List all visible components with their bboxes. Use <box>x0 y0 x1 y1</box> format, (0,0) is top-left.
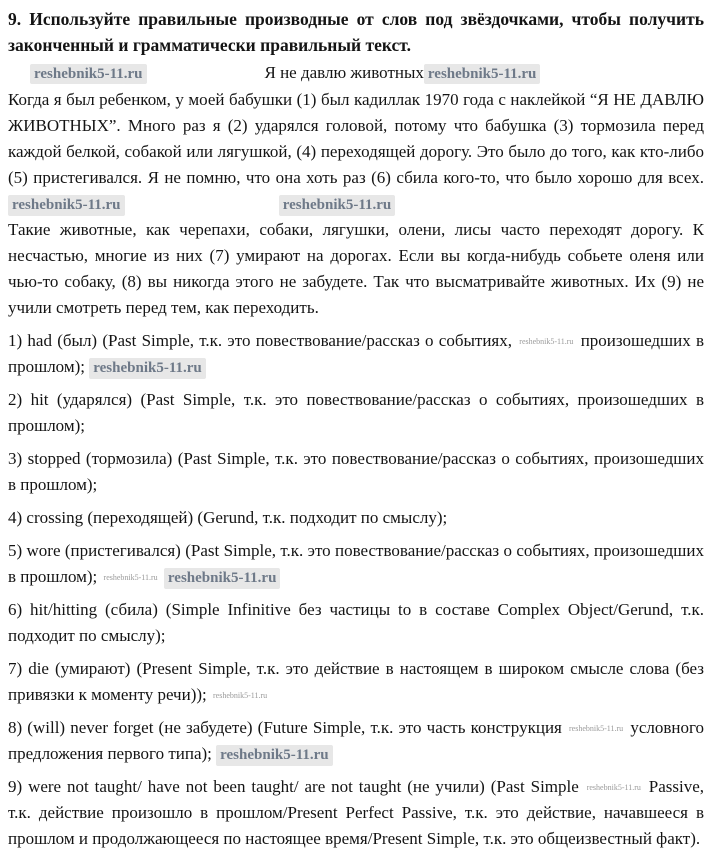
answer-1-text: 1) had (был) (Past Simple, т.к. это повествование/рассказ о событиях, <box>8 330 513 350</box>
answer-item-2 <box>8 387 704 439</box>
answer-9-text: 9) were not taught/ have not been taught/ are not taught (не учили) (Past Simple <box>8 776 579 796</box>
answer-3-text: 3) stopped (тормозила) (Past Simple, т.к. это повествование/рассказ о событиях, произошедших в прошлом); <box>8 448 704 494</box>
story-paragraph-1 <box>8 87 704 217</box>
answer-1-text-continued: произошедших в прошлом); <box>8 330 705 376</box>
watermark: reshebnik5-11.ru <box>424 64 541 85</box>
exercise-heading: 9. Используйте правильные производные от слов под звёздочками, чтобы получить законченный и грамматически правильный текст. <box>8 9 704 56</box>
answer-5-text: 5) wore (пристегивался) (Past Simple, т.к. это повествование/рассказ о событиях, произошедших в прошлом); <box>8 540 704 586</box>
answer-6-text: 6) hit/hitting (сбила) (Simple Infinitive без частицы to в составе Complex Object/Gerund, т.к. подходит по смыслу); <box>8 599 704 645</box>
answer-item-9 <box>8 774 704 852</box>
answer-9-text-continued: Passive, т.к. действие произошло в прошлом/Present Perfect Passive, т.к. это действие, начавшееся в прошлом и продолжающееся по настоящее время/Present Simple, т.к. это общеизвестный факт). <box>8 776 705 848</box>
answer-item-4 <box>8 505 704 531</box>
answer-item-6 <box>8 597 704 649</box>
story-paragraph-2 <box>8 217 704 321</box>
answer-item-5 <box>8 538 704 590</box>
answer-7-text: 7) die (умирают) (Present Simple, т.к. это действие в настоящем в широком смысле слова (без привязки к моменту речи)); <box>8 658 704 704</box>
answer-item-7 <box>8 656 704 708</box>
intro-line <box>8 60 704 86</box>
answer-2-text: 2) hit (ударялся) (Past Simple, т.к. это повествование/рассказ о событиях, произошедших в прошлом); <box>8 389 704 435</box>
answer-item-1 <box>8 328 704 380</box>
watermark: reshebnik5-11.ru <box>569 723 624 733</box>
watermark: reshebnik5-11.ru <box>216 745 333 766</box>
watermark: reshebnik5-11.ru <box>103 572 158 582</box>
watermark: reshebnik5-11.ru <box>519 336 574 346</box>
watermark: reshebnik5-11.ru <box>586 782 641 792</box>
answer-8-text: 8) (will) never forget (не забудете) (Future Simple, т.к. это часть конструкция <box>8 717 562 737</box>
story-paragraph-2-text: Такие животные, как черепахи, собаки, лягушки, олени, лисы часто переходят дорогу. К несчастью, многие из них (7) умирают на дорогах. Если вы когда-нибудь собьете оленя или чью-то собаку, (8) вы никогда этого не забудете. Так что высматривайте животных. Их (9) не учили смотреть перед тем, как переходить. <box>8 219 704 317</box>
watermark: reshebnik5-11.ru <box>30 64 147 85</box>
watermark: reshebnik5-11.ru <box>164 568 281 589</box>
watermark: reshebnik5-11.ru <box>213 690 268 700</box>
answer-4-text: 4) crossing (переходящей) (Gerund, т.к. подходит по смыслу); <box>8 507 448 527</box>
story-title: Я не давлю животных <box>264 62 424 82</box>
answer-item-3 <box>8 446 704 498</box>
watermark: reshebnik5-11.ru <box>89 358 206 379</box>
watermark: reshebnik5-11.ru <box>8 195 125 216</box>
story-paragraph-1-text: Когда я был ребенком, у моей бабушки (1) был кадиллак 1970 года с наклейкой “Я НЕ ДАВЛЮ ЖИВОТНЫХ”. Много раз я (2) ударялся головой, потому что бабушка (3) тормозила перед каждой белкой, собакой или лягушкой, (4) переходящей дорогу. Это было до того, как кто-либо (5) пристегивался. Я не помню, что она хоть раз (6) сбила кого-то, что было хорошо для всех. <box>8 89 704 187</box>
answer-item-8 <box>8 715 704 767</box>
answer-8-text-continued: условного предложения первого типа); <box>8 717 705 763</box>
watermark: reshebnik5-11.ru <box>279 195 396 216</box>
